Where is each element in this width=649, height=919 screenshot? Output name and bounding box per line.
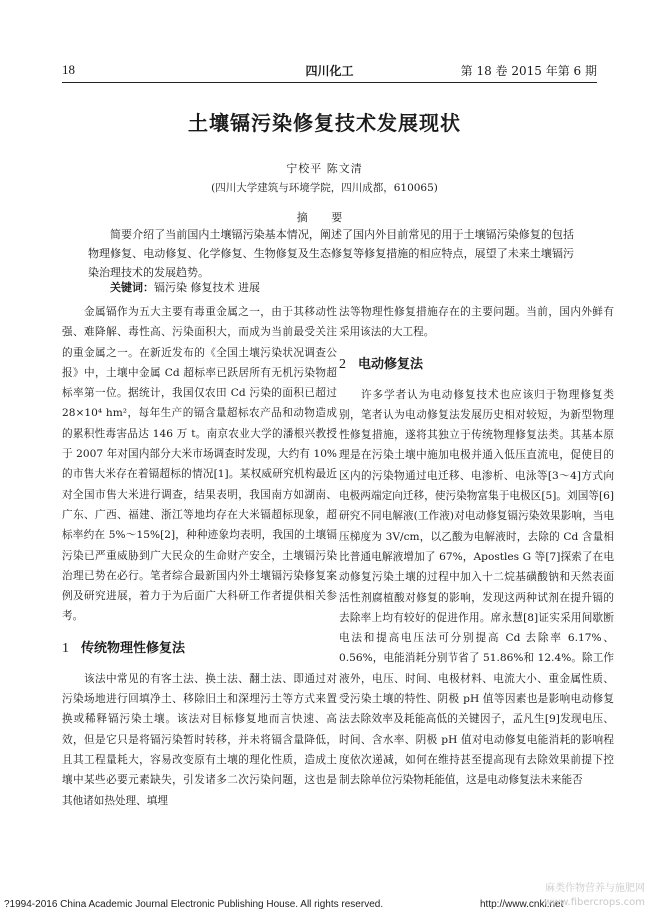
keywords-label: 关键词：	[110, 281, 154, 294]
cnki-link[interactable]: http://www.cnki.net	[480, 899, 564, 910]
right-column	[339, 302, 614, 791]
article-title: 土壤镉污染修复技术发展现状	[188, 111, 461, 135]
watermark	[544, 882, 645, 910]
watermark-line-2: www.fibercrops.com	[543, 897, 645, 908]
abstract-heading: 摘 要	[296, 211, 353, 224]
left-column	[62, 302, 337, 811]
journal-name: 四川化工	[305, 64, 354, 78]
section-1-paragraph: 该法中常见的有客土法、换土法、翻土法、即通过对污染场地进行回填净土、移除旧土和深埋污土等方式来置换或稀释镉污染土壤。该法对目标修复地而言快速、高效，但是它只是将镉污染暂时转移，并未将镉含量降低，且其工程量耗大，容易改变原有土壤的理化性质，造成土壤中某些必要元素缺失，引发诸多二次污染问题，这也是其他诸如热处理、填埋	[62, 672, 337, 807]
section-2-number: 2	[339, 356, 346, 372]
keywords-list: 镉污染 修复技术 进展	[154, 281, 260, 294]
section-2-paragraph: 许多学者认为电动修复技术也应该归于物理修复类别，笔者认为电动修复法发展历史相对较短，为新型物理性修复措施，遂将其独立于传统物理修复法类。其基本原理是在污染土壤中施加电极并通入低压直流电，促使目的区内的污染物通过电迁移、电渗析、电泳等[3～4]方式向电极两端定向迁移，使污染物富集于电极区[5]。刘国等[6]研究不同电解液(工作液)对电动修复镉污染效果影响，当电压梯度为 3V/cm，以乙酸为电解液时，去除的 Cd 含量相比普通电解液增加了 67%，Apostles G 等[7]探索了在电动修复污染土壤的过程中加入十二烷基磺酸钠和天然表面活性剂腐植酸对修复的影响，发现这两种试剂在提升镉的去除率上均有较好的促进作用。席永慧[8]证实采用间歇断电法和提高电压法可分别提高 Cd 去除率 6.17%、0.56%，电能消耗分别节省了 51.86%和 12.4%。除工作液外，电压、时间、电极材料、电流大小、重金属性质、受污染土壤的特性、阴极 pH 值等因素也是影响电动修复法去除效率及耗能高低的关键因子，孟凡生[9]发现电压、时间、含水率、阴极 pH 值对电动修复电能消耗的影响程度依次递减，如何在维持甚至提高现有去除效果前提下控制去除单位污染物耗能值，这是电动修复法未来能否	[339, 388, 614, 787]
copyright-notice: ?1994-2016 China Academic Journal Electronic Publishing House. All rights reserved.	[4, 899, 384, 910]
running-header	[62, 62, 597, 80]
carry-over-paragraph: 法等物理性修复措施存在的主要问题。当前，国内外鲜有采用该法的大工程。	[339, 306, 614, 339]
author-affiliation: (四川大学建筑与环境学院，四川成都，610065)	[211, 182, 438, 194]
abstract-text: 简要介绍了当前国内土壤镉污染基本情况，阐述了国内外目前常见的用于土壤镉污染修复的包括物理修复、电动修复、化学修复、生物修复及生态修复等修复措施的相应特点，展望了未来土壤镉污染治理技术的发展趋势。	[88, 228, 574, 279]
issue-info: 第 18 卷 2015 年第 6 期	[460, 64, 597, 78]
section-1-heading	[62, 631, 337, 667]
keywords-line	[110, 279, 260, 295]
intro-paragraph: 金属镉作为五大主要有毒重金属之一，由于其移动性强、难降解、毒性高、污染面积大，而成为当前最受关注的重金属之一。在新近发布的《全国土壤污染状况调查公报》中，土壤中金属 Cd 超标率已跃居所有无机污染物超标率第一位。据统计，我国仅农田 Cd 污染的面积已超过 28×10⁴ hm²，每年生产的镉含量超标农产品和动物造成的累积性毒害品达 146 万 t。南京农业大学的潘根兴教授于 2007 年对国内部分大米市场调查时发现，大约有 10% 的市售大米存在着镉超标的情况[1]。某权威研究机构最近对全国市售大米进行调查，结果表明，我国南方如湖南、广东、广西、福建、浙江等地均存在大米镉超标现象，超标率约在 5%～15%[2]，种种迹象均表明，我国的土壤镉污染已严重威胁到广大民众的生命财产安全，土壤镉污染治理已势在必行。笔者综合最新国内外土壤镉污染修复案例及研究进展，着力于为后面广大科研工作者提供相关参考。	[62, 306, 337, 623]
watermark-line-1: 麻类作物营养与施肥网	[545, 883, 645, 894]
section-2-heading	[339, 347, 614, 383]
article-authors: 宁校平 陈文清	[286, 162, 363, 175]
section-1-number: 1	[62, 640, 69, 656]
page-number: 18	[62, 62, 75, 77]
header-rule	[62, 82, 597, 83]
section-1-title: 传统物理性修复法	[81, 640, 186, 656]
section-2-title: 电动修复法	[358, 356, 424, 372]
